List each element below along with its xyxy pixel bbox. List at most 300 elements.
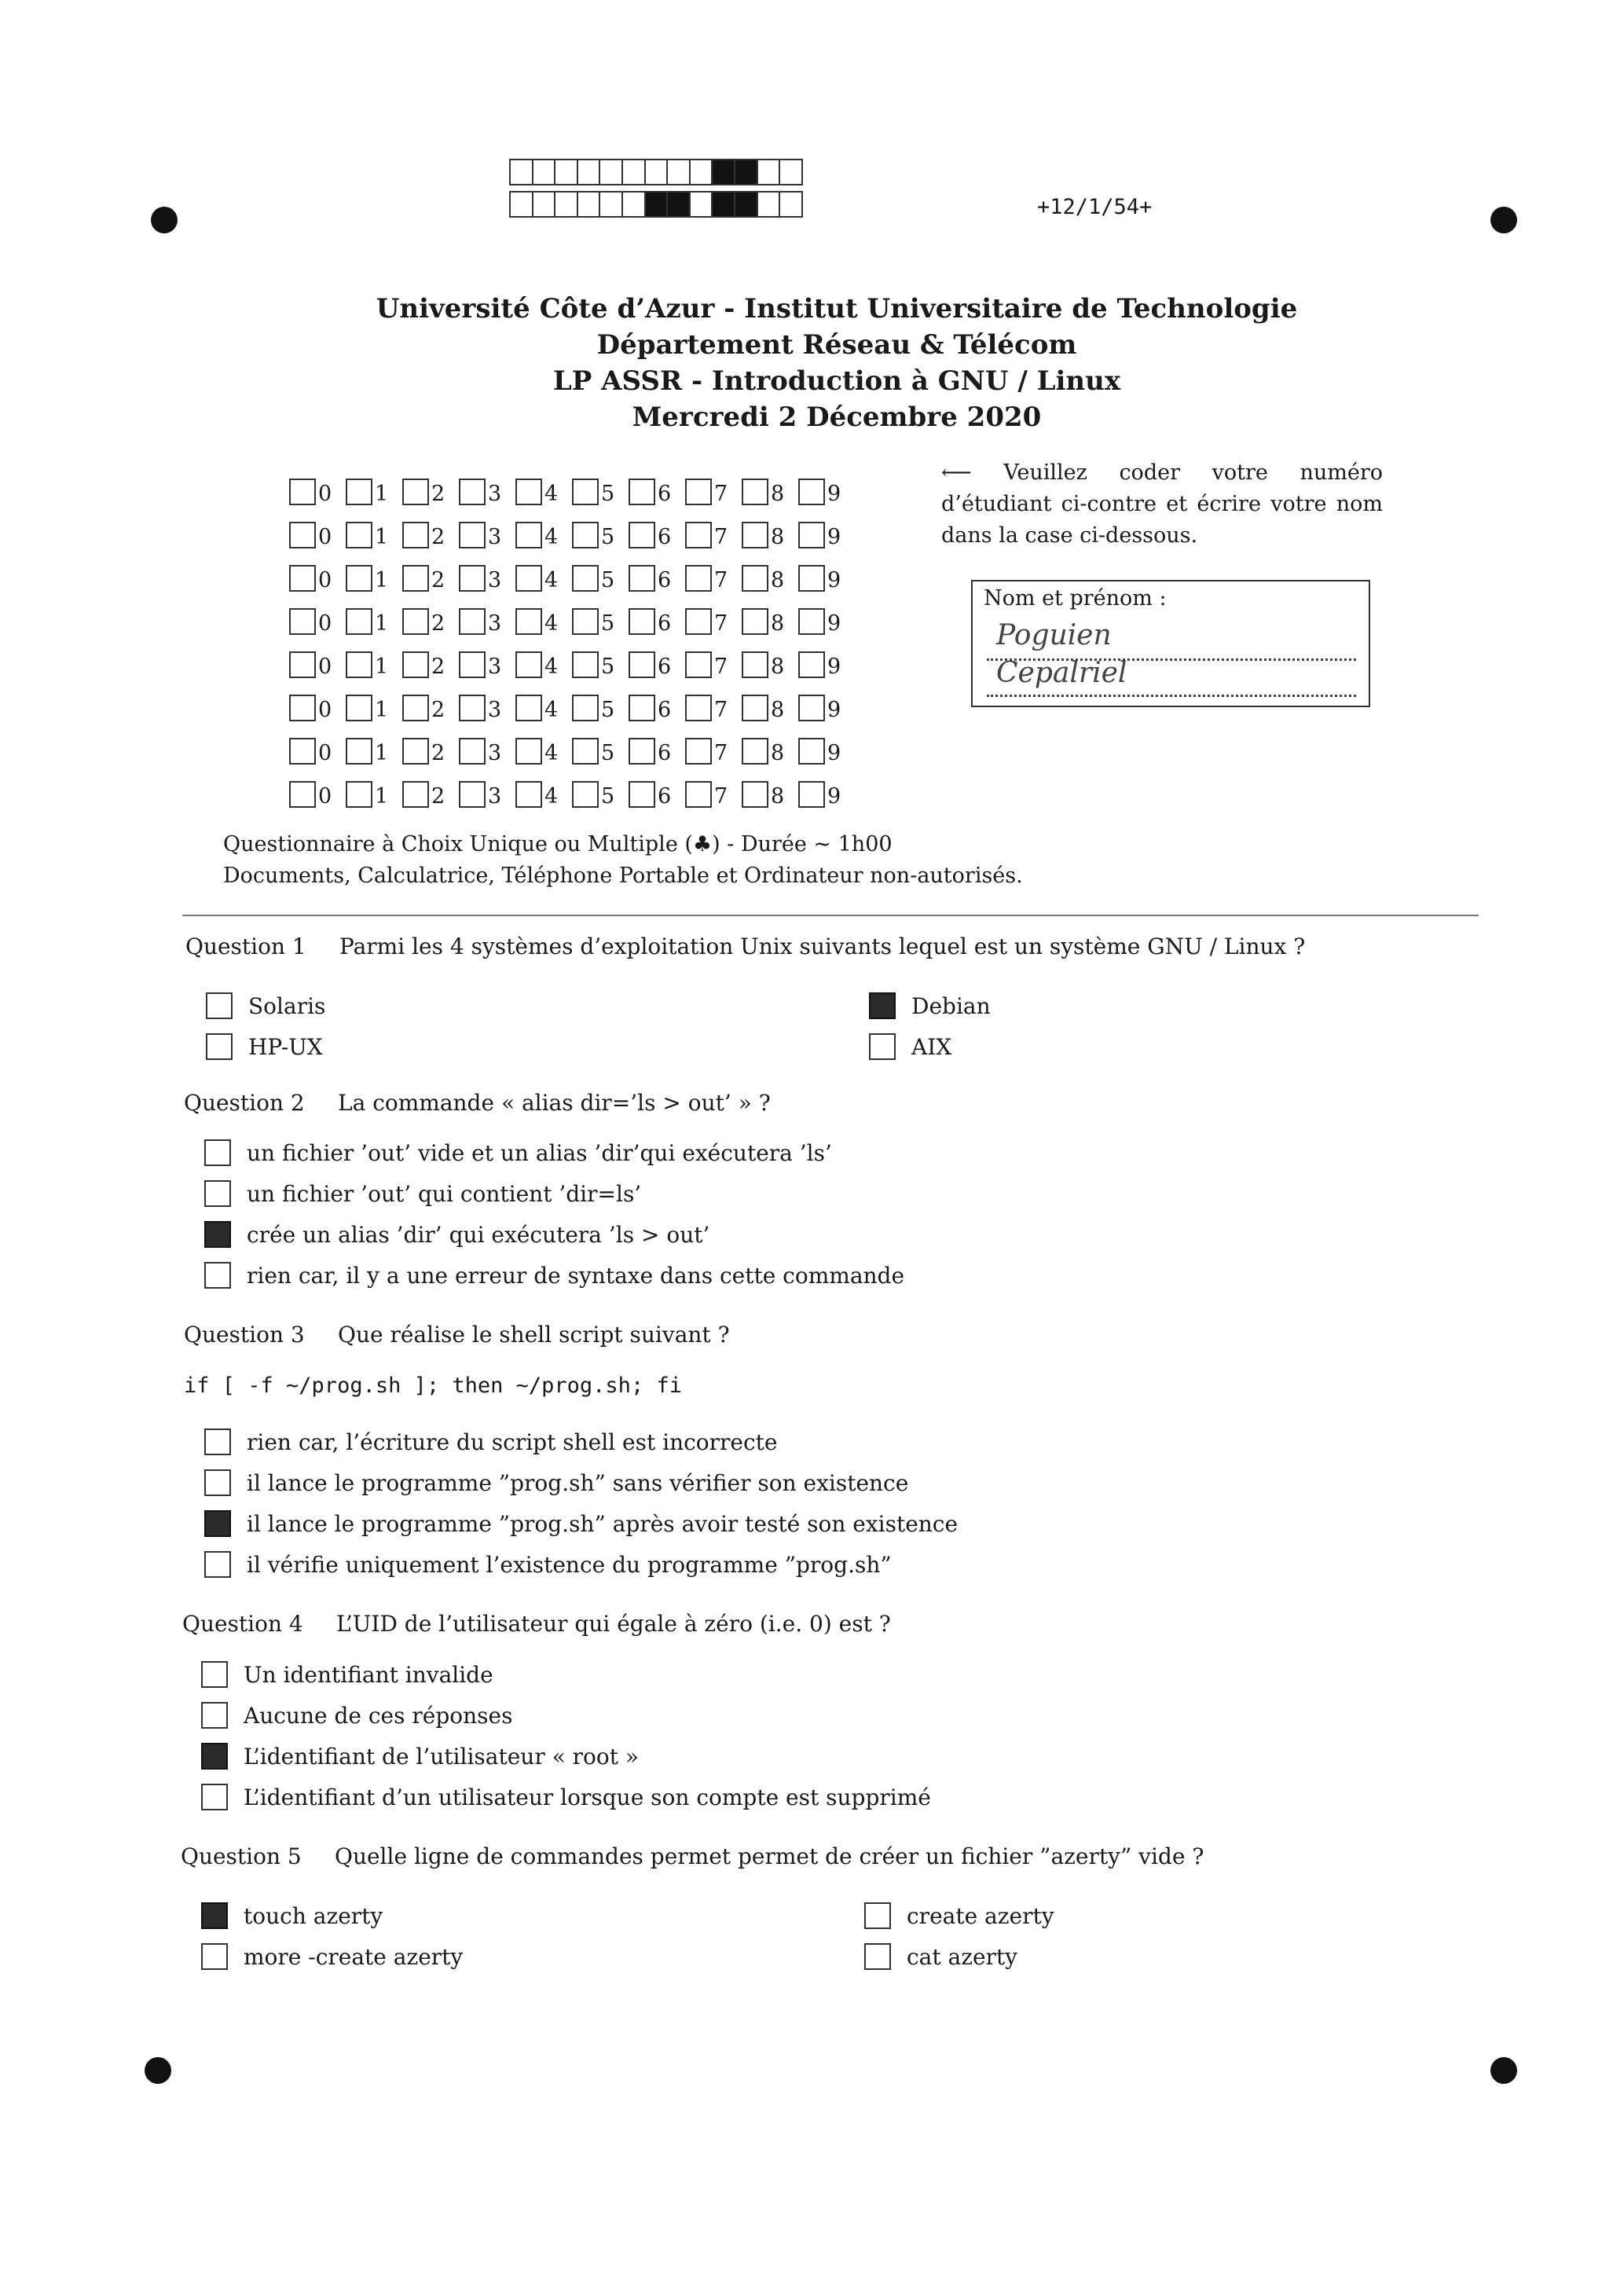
digit-checkbox[interactable] — [459, 522, 486, 548]
digit-label: 4 — [544, 741, 559, 765]
digit-checkbox[interactable] — [742, 565, 768, 592]
q3-option-2[interactable] — [204, 1469, 908, 1496]
digit-checkbox[interactable] — [346, 781, 372, 808]
question-3-heading — [184, 1322, 730, 1348]
digit-option[interactable] — [798, 505, 855, 548]
digit-checkbox[interactable] — [685, 608, 712, 635]
barcode-cell — [734, 159, 758, 185]
digit-checkbox[interactable] — [346, 695, 372, 721]
q1-option-4[interactable] — [869, 1033, 951, 1060]
barcode-cell — [599, 159, 623, 185]
q4-option-2[interactable] — [201, 1702, 512, 1729]
digit-checkbox[interactable] — [572, 565, 599, 592]
question-5-heading — [181, 1843, 1204, 1869]
digit-checkbox[interactable] — [685, 479, 712, 505]
digit-checkbox[interactable] — [629, 479, 655, 505]
checkbox[interactable] — [204, 1429, 231, 1455]
digit-label: 4 — [544, 698, 559, 722]
header-course: LP ASSR - Introduction à GNU / Linux — [552, 365, 1121, 397]
digit-option[interactable] — [402, 592, 459, 635]
digit-checkbox[interactable] — [402, 479, 429, 505]
digit-checkbox[interactable] — [402, 608, 429, 635]
digit-checkbox[interactable] — [459, 781, 486, 808]
digit-label: 1 — [375, 525, 389, 549]
digit-option[interactable] — [685, 592, 742, 635]
digit-option[interactable] — [346, 635, 402, 678]
digit-checkbox[interactable] — [515, 479, 542, 505]
digit-option[interactable] — [346, 721, 402, 765]
digit-checkbox[interactable] — [515, 781, 542, 808]
exam-intro — [223, 829, 1023, 892]
digit-option[interactable] — [742, 505, 798, 548]
digit-option[interactable] — [515, 548, 572, 592]
q2-option-4[interactable] — [204, 1262, 904, 1289]
digit-option[interactable] — [685, 462, 742, 505]
digit-option[interactable] — [742, 721, 798, 765]
digit-checkbox[interactable] — [346, 479, 372, 505]
digit-checkbox[interactable] — [402, 781, 429, 808]
digit-checkbox[interactable] — [685, 695, 712, 721]
digit-option[interactable] — [685, 721, 742, 765]
digit-option[interactable] — [629, 462, 685, 505]
digit-row — [289, 678, 855, 721]
digit-label: 9 — [827, 784, 841, 809]
question-1-label: Question 1 — [185, 933, 306, 959]
digit-checkbox[interactable] — [742, 608, 768, 635]
digit-checkbox[interactable] — [572, 695, 599, 721]
digit-checkbox[interactable] — [346, 565, 372, 592]
q5-option-2[interactable] — [201, 1943, 463, 1970]
question-4-text: L’UID de l’utilisateur qui égale à zéro (i.e. 0) est ? — [336, 1611, 891, 1637]
digit-label: 8 — [771, 784, 785, 809]
digit-option[interactable] — [742, 592, 798, 635]
checkbox[interactable] — [869, 1033, 896, 1060]
registration-dot-bottom-left — [145, 2057, 171, 2084]
option-label: crée un alias ’dir’ qui exécutera ’ls > out’ — [247, 1221, 710, 1248]
digit-label: 9 — [827, 611, 841, 636]
digit-option[interactable] — [572, 592, 629, 635]
digit-option[interactable] — [629, 721, 685, 765]
digit-option[interactable] — [402, 462, 459, 505]
barcode-cell — [554, 159, 578, 185]
digit-checkbox[interactable] — [798, 479, 825, 505]
digit-checkbox[interactable] — [742, 522, 768, 548]
digit-label: 4 — [544, 655, 559, 679]
digit-label: 3 — [488, 784, 502, 809]
barcode-row-1 — [509, 159, 801, 185]
digit-checkbox[interactable] — [629, 608, 655, 635]
digit-label: 1 — [375, 611, 389, 636]
digit-label: 3 — [488, 655, 502, 679]
digit-checkbox[interactable] — [459, 479, 486, 505]
checkbox[interactable] — [864, 1902, 891, 1929]
name-box-label: Nom et prénom : — [984, 586, 1167, 611]
digit-label: 3 — [488, 741, 502, 765]
q5-option-1[interactable] — [201, 1902, 383, 1929]
digit-option[interactable] — [798, 462, 855, 505]
digit-label: 2 — [431, 741, 445, 765]
q4-option-1[interactable] — [201, 1661, 493, 1688]
page-id: +12/1/54+ — [1037, 195, 1153, 219]
checkbox[interactable] — [204, 1221, 231, 1248]
digit-checkbox[interactable] — [742, 738, 768, 765]
shell-script-code: if [ -f ~/prog.sh ]; then ~/prog.sh; fi — [184, 1374, 682, 1398]
digit-option[interactable] — [459, 548, 515, 592]
checkbox[interactable] — [201, 1902, 228, 1929]
digit-label: 5 — [601, 741, 615, 765]
q4-option-3[interactable] — [201, 1743, 639, 1770]
digit-label: 6 — [658, 482, 672, 506]
digit-checkbox[interactable] — [742, 695, 768, 721]
digit-option[interactable] — [798, 678, 855, 721]
digit-checkbox[interactable] — [685, 651, 712, 678]
digit-label: 5 — [601, 698, 615, 722]
digit-option[interactable] — [798, 548, 855, 592]
barcode-cell — [509, 191, 533, 218]
digit-row — [289, 592, 855, 635]
digit-option[interactable] — [629, 678, 685, 721]
digit-label: 9 — [827, 482, 841, 506]
digit-label: 7 — [714, 525, 728, 549]
checkbox[interactable] — [206, 1033, 233, 1060]
digit-option[interactable] — [798, 592, 855, 635]
digit-checkbox[interactable] — [515, 695, 542, 721]
digit-option[interactable] — [798, 765, 855, 808]
digit-option[interactable] — [289, 721, 346, 765]
digit-option[interactable] — [289, 592, 346, 635]
digit-option[interactable] — [402, 721, 459, 765]
digit-label: 7 — [714, 698, 728, 722]
digit-label: 2 — [431, 568, 445, 592]
digit-option[interactable] — [459, 592, 515, 635]
digit-label: 8 — [771, 655, 785, 679]
digit-option[interactable] — [289, 765, 346, 808]
digit-row — [289, 721, 855, 765]
barcode-cell — [689, 191, 713, 218]
barcode-cell — [577, 191, 601, 218]
digit-checkbox[interactable] — [289, 695, 316, 721]
barcode-cell — [577, 159, 601, 185]
digit-label: 9 — [827, 741, 841, 765]
digit-option[interactable] — [459, 462, 515, 505]
digit-checkbox[interactable] — [798, 738, 825, 765]
digit-option[interactable] — [346, 505, 402, 548]
digit-label: 4 — [544, 784, 559, 809]
digit-option[interactable] — [459, 505, 515, 548]
option-label: rien car, il y a une erreur de syntaxe dans cette commande — [247, 1262, 905, 1289]
digit-option[interactable] — [346, 548, 402, 592]
handwritten-name-1: Poguien — [996, 619, 1112, 651]
checkbox[interactable] — [201, 1702, 228, 1729]
digit-label: 0 — [318, 784, 332, 809]
digit-label: 5 — [601, 568, 615, 592]
q5-option-3[interactable] — [864, 1902, 1054, 1929]
digit-checkbox[interactable] — [515, 522, 542, 548]
digit-checkbox[interactable] — [289, 608, 316, 635]
option-label: il lance le programme ”prog.sh” après avoir testé son existence — [247, 1510, 959, 1537]
digit-label: 6 — [658, 741, 672, 765]
checkbox[interactable] — [201, 1743, 228, 1770]
digit-option[interactable] — [572, 765, 629, 808]
digit-label: 5 — [601, 784, 615, 809]
digit-option[interactable] — [742, 678, 798, 721]
checkbox[interactable] — [864, 1943, 891, 1970]
digit-option[interactable] — [742, 635, 798, 678]
digit-option[interactable] — [459, 678, 515, 721]
digit-option[interactable] — [346, 592, 402, 635]
digit-label: 5 — [601, 525, 615, 549]
digit-label: 1 — [375, 784, 389, 809]
digit-checkbox[interactable] — [742, 651, 768, 678]
digit-option[interactable] — [402, 635, 459, 678]
checkbox[interactable] — [206, 992, 233, 1019]
checkbox[interactable] — [204, 1139, 231, 1166]
digit-option[interactable] — [515, 721, 572, 765]
digit-label: 7 — [714, 482, 728, 506]
digit-checkbox[interactable] — [572, 738, 599, 765]
digit-label: 9 — [827, 568, 841, 592]
digit-option[interactable] — [685, 505, 742, 548]
digit-checkbox[interactable] — [742, 781, 768, 808]
option-label: il vérifie uniquement l’existence du programme ”prog.sh” — [247, 1551, 892, 1578]
digit-checkbox[interactable] — [572, 651, 599, 678]
digit-option[interactable] — [289, 505, 346, 548]
checkbox[interactable] — [204, 1469, 231, 1496]
digit-option[interactable] — [572, 721, 629, 765]
digit-option[interactable] — [402, 505, 459, 548]
digit-option[interactable] — [629, 505, 685, 548]
q1-option-2[interactable] — [206, 1033, 323, 1060]
digit-option[interactable] — [629, 635, 685, 678]
digit-option[interactable] — [459, 721, 515, 765]
digit-label: 6 — [658, 568, 672, 592]
digit-option[interactable] — [742, 548, 798, 592]
digit-checkbox[interactable] — [685, 781, 712, 808]
digit-label: 7 — [714, 568, 728, 592]
checkbox[interactable] — [201, 1943, 228, 1970]
digit-label: 2 — [431, 525, 445, 549]
handwritten-name-2: Cepalriel — [996, 657, 1127, 689]
digit-option[interactable] — [742, 765, 798, 808]
question-1-text: Parmi les 4 systèmes d’exploitation Unix suivants lequel est un système GNU / Linux ? — [339, 933, 1306, 959]
option-label: touch azerty — [244, 1902, 383, 1929]
header-department: Département Réseau & Télécom — [596, 329, 1077, 361]
digit-checkbox[interactable] — [289, 522, 316, 548]
digit-checkbox[interactable] — [572, 522, 599, 548]
q4-option-4[interactable] — [201, 1784, 931, 1810]
digit-option[interactable] — [685, 678, 742, 721]
digit-label: 7 — [714, 741, 728, 765]
digit-checkbox[interactable] — [346, 738, 372, 765]
question-2-text: La commande « alias dir=’ls > out’ » ? — [338, 1090, 771, 1116]
digit-option[interactable] — [346, 765, 402, 808]
digit-checkbox[interactable] — [629, 522, 655, 548]
checkbox[interactable] — [204, 1551, 231, 1578]
digit-option[interactable] — [515, 678, 572, 721]
digit-option[interactable] — [798, 721, 855, 765]
option-label: Un identifiant invalide — [244, 1661, 493, 1688]
digit-label: 6 — [658, 784, 672, 809]
digit-label: 9 — [827, 525, 841, 549]
digit-option[interactable] — [459, 635, 515, 678]
question-5-label: Question 5 — [181, 1843, 302, 1869]
checkbox[interactable] — [204, 1180, 231, 1207]
name-box[interactable] — [971, 580, 1370, 707]
barcode-cell — [666, 191, 691, 218]
digit-option[interactable] — [289, 635, 346, 678]
digit-option[interactable] — [742, 462, 798, 505]
digit-checkbox[interactable] — [346, 651, 372, 678]
checkbox[interactable] — [201, 1661, 228, 1688]
option-label: L’identifiant de l’utilisateur « root » — [244, 1743, 640, 1770]
q1-option-3[interactable] — [869, 992, 991, 1019]
q2-option-3[interactable] — [204, 1221, 709, 1248]
digit-label: 2 — [431, 784, 445, 809]
digit-checkbox[interactable] — [459, 695, 486, 721]
digit-checkbox[interactable] — [459, 651, 486, 678]
digit-label: 6 — [658, 655, 672, 679]
digit-checkbox[interactable] — [402, 695, 429, 721]
digit-option[interactable] — [515, 592, 572, 635]
digit-label: 1 — [375, 741, 389, 765]
q1-option-1[interactable] — [206, 992, 325, 1019]
digit-checkbox[interactable] — [685, 565, 712, 592]
digit-checkbox[interactable] — [798, 522, 825, 548]
digit-checkbox[interactable] — [402, 565, 429, 592]
q3-option-3[interactable] — [204, 1510, 958, 1537]
digit-checkbox[interactable] — [798, 695, 825, 721]
digit-checkbox[interactable] — [402, 522, 429, 548]
option-label: AIX — [911, 1033, 952, 1060]
digit-checkbox[interactable] — [346, 522, 372, 548]
question-1-heading — [185, 933, 1305, 959]
digit-option[interactable] — [289, 548, 346, 592]
digit-label: 5 — [601, 482, 615, 506]
digit-checkbox[interactable] — [459, 565, 486, 592]
digit-checkbox[interactable] — [346, 608, 372, 635]
digit-checkbox[interactable] — [629, 695, 655, 721]
digit-label: 1 — [375, 568, 389, 592]
q5-option-4[interactable] — [864, 1943, 1017, 1970]
digit-option[interactable] — [402, 548, 459, 592]
digit-option[interactable] — [629, 592, 685, 635]
digit-option[interactable] — [629, 548, 685, 592]
digit-checkbox[interactable] — [685, 522, 712, 548]
checkbox[interactable] — [201, 1784, 228, 1810]
digit-checkbox[interactable] — [515, 738, 542, 765]
digit-checkbox[interactable] — [402, 651, 429, 678]
digit-option[interactable] — [515, 635, 572, 678]
digit-option[interactable] — [572, 462, 629, 505]
digit-checkbox[interactable] — [572, 608, 599, 635]
checkbox[interactable] — [204, 1262, 231, 1289]
digit-label: 0 — [318, 611, 332, 636]
question-3-text: Que réalise le shell script suivant ? — [338, 1322, 730, 1348]
q2-option-1[interactable] — [204, 1139, 832, 1166]
checkbox[interactable] — [869, 992, 896, 1019]
digit-label: 6 — [658, 698, 672, 722]
digit-option[interactable] — [289, 678, 346, 721]
digit-option[interactable] — [515, 462, 572, 505]
digit-checkbox[interactable] — [798, 608, 825, 635]
digit-option[interactable] — [515, 505, 572, 548]
digit-option[interactable] — [798, 635, 855, 678]
digit-label: 7 — [714, 655, 728, 679]
barcode-cell — [666, 159, 691, 185]
digit-option[interactable] — [629, 765, 685, 808]
digit-checkbox[interactable] — [798, 565, 825, 592]
checkbox[interactable] — [204, 1510, 231, 1537]
barcode-cell — [779, 191, 803, 218]
q3-option-1[interactable] — [204, 1429, 778, 1455]
digit-checkbox[interactable] — [685, 738, 712, 765]
digit-option[interactable] — [515, 765, 572, 808]
digit-checkbox[interactable] — [629, 781, 655, 808]
digit-option[interactable] — [685, 548, 742, 592]
digit-option[interactable] — [346, 462, 402, 505]
digit-option[interactable] — [346, 678, 402, 721]
barcode-cell — [711, 159, 735, 185]
digit-checkbox[interactable] — [798, 651, 825, 678]
registration-dot-top-left — [151, 207, 178, 233]
barcode-cell — [532, 159, 556, 185]
digit-checkbox[interactable] — [515, 651, 542, 678]
digit-checkbox[interactable] — [402, 738, 429, 765]
digit-option[interactable] — [572, 635, 629, 678]
digit-checkbox[interactable] — [798, 781, 825, 808]
digit-label: 6 — [658, 525, 672, 549]
digit-checkbox[interactable] — [515, 608, 542, 635]
q2-option-2[interactable] — [204, 1180, 641, 1207]
digit-checkbox[interactable] — [289, 738, 316, 765]
digit-option[interactable] — [685, 635, 742, 678]
q3-option-4[interactable] — [204, 1551, 892, 1578]
digit-checkbox[interactable] — [742, 479, 768, 505]
digit-checkbox[interactable] — [289, 479, 316, 505]
digit-checkbox[interactable] — [572, 781, 599, 808]
digit-checkbox[interactable] — [572, 479, 599, 505]
option-label: il lance le programme ”prog.sh” sans vérifier son existence — [247, 1469, 909, 1496]
digit-option[interactable] — [572, 678, 629, 721]
digit-checkbox[interactable] — [289, 565, 316, 592]
digit-checkbox[interactable] — [289, 781, 316, 808]
digit-label: 8 — [771, 611, 785, 636]
digit-option[interactable] — [402, 678, 459, 721]
digit-checkbox[interactable] — [515, 565, 542, 592]
digit-option[interactable] — [572, 505, 629, 548]
barcode-cell — [644, 191, 669, 218]
digit-option[interactable] — [402, 765, 459, 808]
digit-checkbox[interactable] — [289, 651, 316, 678]
digit-checkbox[interactable] — [629, 738, 655, 765]
digit-checkbox[interactable] — [629, 651, 655, 678]
digit-option[interactable] — [459, 765, 515, 808]
digit-label: 0 — [318, 698, 332, 722]
barcode-cell — [599, 191, 623, 218]
digit-option[interactable] — [685, 765, 742, 808]
digit-option[interactable] — [572, 548, 629, 592]
digit-checkbox[interactable] — [459, 738, 486, 765]
digit-label: 3 — [488, 525, 502, 549]
digit-checkbox[interactable] — [459, 608, 486, 635]
header-date: Mercredi 2 Décembre 2020 — [632, 402, 1042, 433]
barcode-cell — [779, 159, 803, 185]
digit-option[interactable] — [289, 462, 346, 505]
digit-label: 7 — [714, 611, 728, 636]
barcode-cell — [711, 191, 735, 218]
digit-checkbox[interactable] — [629, 565, 655, 592]
digit-row — [289, 505, 855, 548]
